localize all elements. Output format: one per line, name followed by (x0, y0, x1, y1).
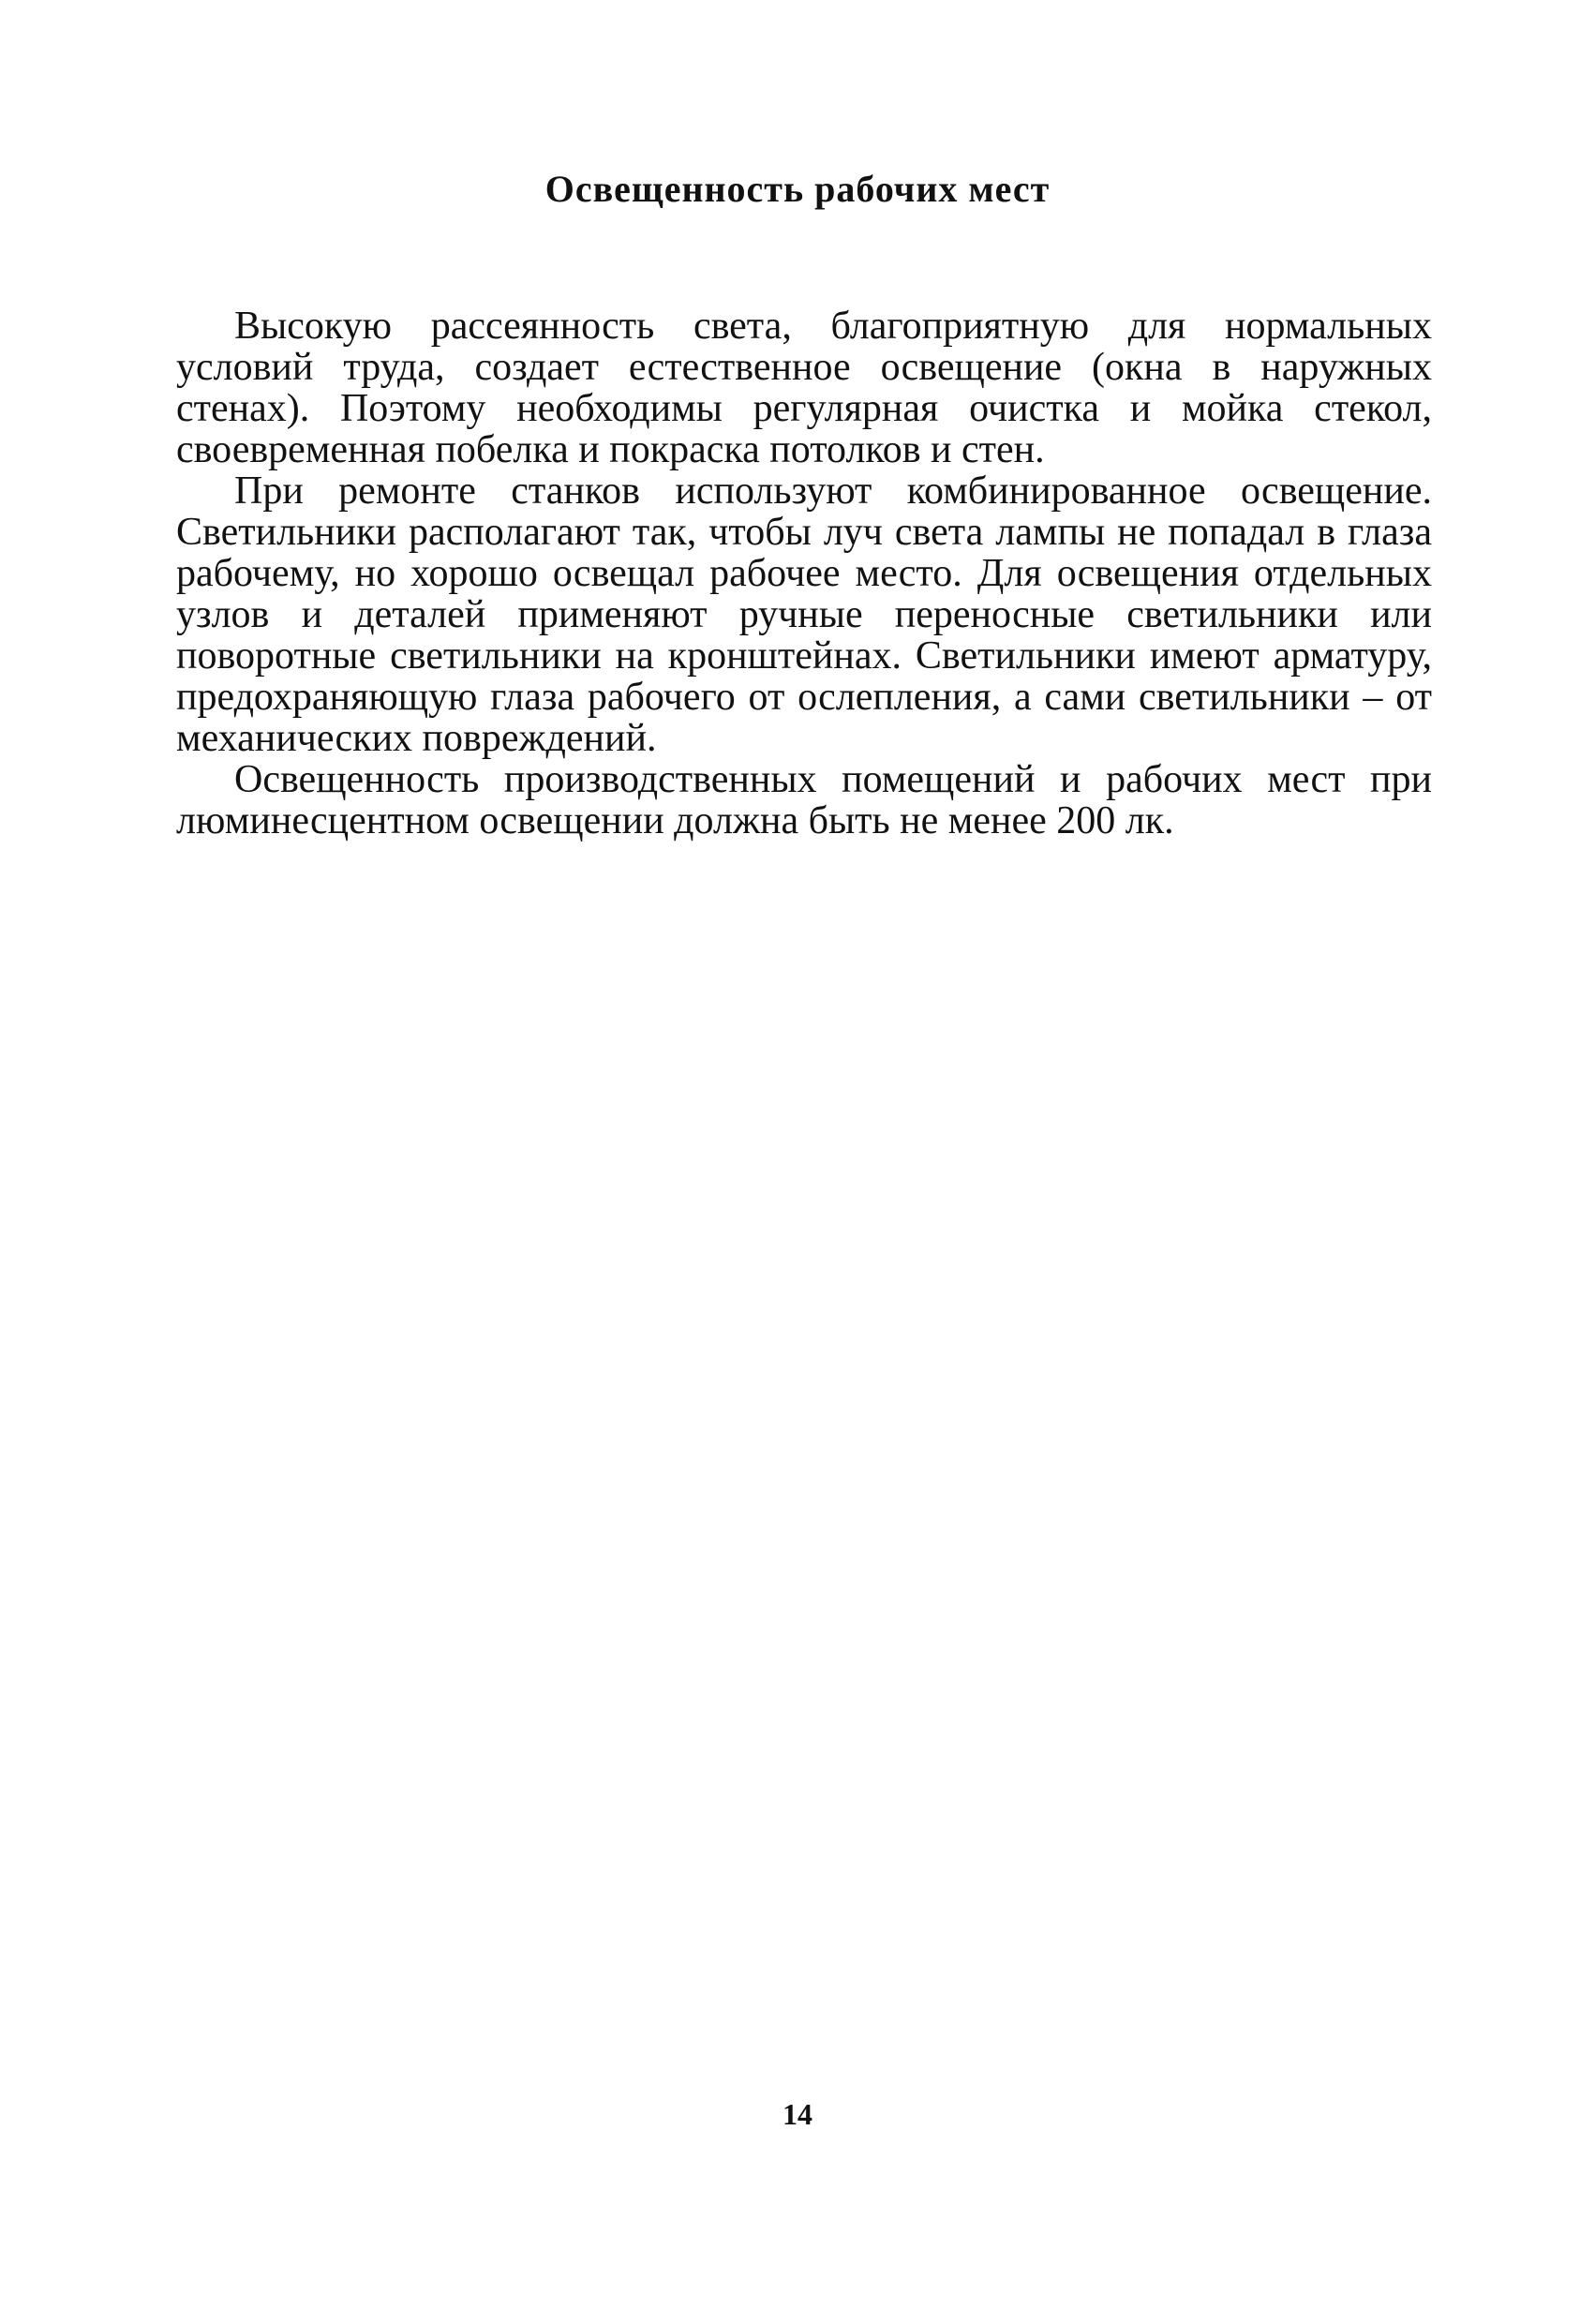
page-number: 14 (783, 2097, 812, 2131)
paragraph: Освещенность производственных помещений и рабочих мест при люминесцентном освещении должна быть не менее 200 лк. (176, 758, 1432, 842)
paragraph: Высокую рассеянность света, благоприятную для нормальных условий труда, создает естественное освещение (окна в наружных стенах). Поэтому необходимы регулярная очистка и мойка стекол, своевременная побелка и покраска потолков и стен. (176, 305, 1432, 471)
body-text (176, 305, 1432, 842)
page-title: Освещенность рабочих мест (544, 168, 1051, 210)
paragraph: При ремонте станков используют комбинированное освещение. Светильники располагают так, чтобы луч света лампы не попадал в глаза рабочему, но хорошо освещал рабочее место. Для освещения отдельных узлов и деталей применяют ручные переносные светильники или поворотные светильники на кронштейнах. Светильники имеют арматуру, предохраняющую глаза рабочего от ослепления, а сами светильники – от механических повреждений. (176, 469, 1432, 760)
